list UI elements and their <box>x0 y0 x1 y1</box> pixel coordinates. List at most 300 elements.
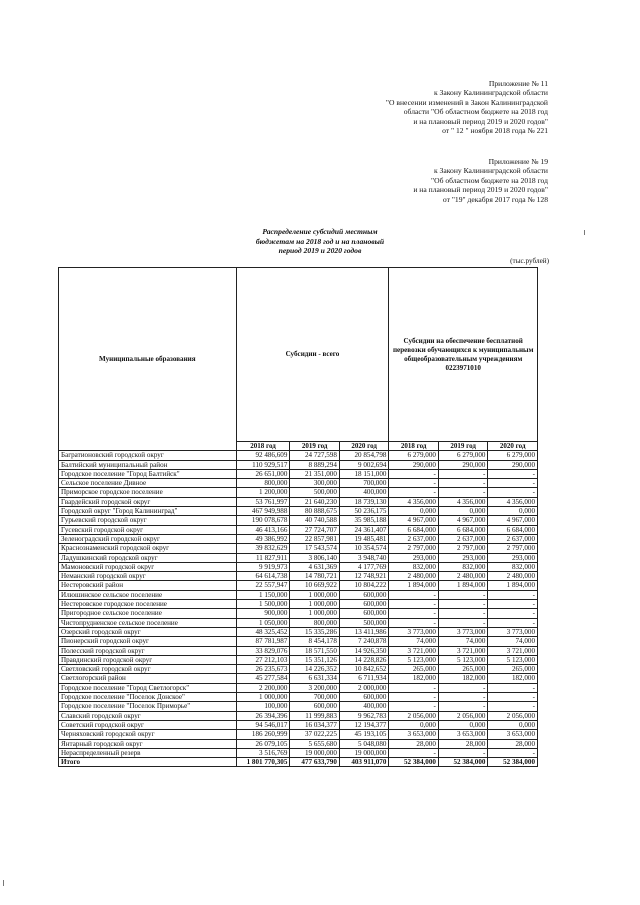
municipality-name: Багратионовский городской округ <box>59 451 237 460</box>
municipality-name: Гурьевский городской округ <box>59 516 237 525</box>
table-row <box>59 730 538 739</box>
amount-cell: 21 640,230 <box>290 497 340 506</box>
amount-cell: 2 056,000 <box>488 711 538 720</box>
amount-cell: 4 967,000 <box>389 516 439 525</box>
amount-cell: 700,000 <box>339 479 389 488</box>
table-row <box>59 590 538 599</box>
amount-cell: 19 485,481 <box>339 534 389 543</box>
appendix-19-line: и на плановый период 2019 и 2020 годов" <box>413 185 548 195</box>
amount-cell: 293,000 <box>488 553 538 562</box>
amount-cell: 28,000 <box>488 739 538 748</box>
table-row <box>59 683 538 692</box>
amount-cell: 40 740,588 <box>290 516 340 525</box>
amount-cell: 1 000,000 <box>290 609 340 618</box>
municipality-name: Янтарный городской округ <box>59 739 237 748</box>
amount-cell: 290,000 <box>488 460 538 469</box>
amount-cell: - <box>488 600 538 609</box>
table-row <box>59 562 538 571</box>
amount-cell: 19 000,000 <box>339 748 389 757</box>
amount-cell: 3 948,740 <box>339 553 389 562</box>
amount-cell: - <box>389 590 439 599</box>
municipality-name: Светловский городской округ <box>59 665 237 674</box>
amount-cell: 64 614,738 <box>236 572 290 581</box>
amount-cell: - <box>438 609 488 618</box>
appendix-11-line: Приложение № 11 <box>488 79 548 88</box>
table-row <box>59 572 538 581</box>
table-row <box>59 534 538 543</box>
amount-cell: 15 351,126 <box>290 655 340 664</box>
table-row <box>59 711 538 720</box>
amount-cell: 4 356,000 <box>488 497 538 506</box>
amount-cell: 1 150,000 <box>236 590 290 599</box>
amount-cell: 0,000 <box>438 720 488 729</box>
amount-cell: 6 279,000 <box>389 451 439 460</box>
amount-cell: 18 151,000 <box>339 469 389 478</box>
table-row <box>59 665 538 674</box>
amount-cell: 3 516,769 <box>236 748 290 757</box>
municipality-name: Нестеровский район <box>59 581 237 590</box>
amount-cell: 0,000 <box>488 720 538 729</box>
amount-cell: 14 226,352 <box>290 665 340 674</box>
amount-cell: - <box>488 609 538 618</box>
amount-cell: 74,000 <box>488 637 538 646</box>
amount-cell: 52 384,000 <box>438 758 488 767</box>
appendix-19-line: к Закону Калининградской области <box>433 166 548 176</box>
amount-cell: 3 653,000 <box>389 730 439 739</box>
amount-cell: 11 999,883 <box>290 711 340 720</box>
amount-cell: 3 721,000 <box>438 646 488 655</box>
amount-cell: 3 773,000 <box>488 627 538 636</box>
amount-cell: 0,000 <box>389 507 439 516</box>
amount-cell: - <box>389 748 439 757</box>
amount-cell: 3 653,000 <box>438 730 488 739</box>
amount-cell: 600,000 <box>339 693 389 702</box>
amount-cell: 3 806,140 <box>290 553 340 562</box>
municipality-name: Советский городской округ <box>59 720 237 729</box>
amount-cell: 9 962,783 <box>339 711 389 720</box>
amount-cell: 52 384,000 <box>488 758 538 767</box>
table-row <box>59 544 538 553</box>
municipality-name: Озерский городской округ <box>59 627 237 636</box>
amount-cell: 80 888,675 <box>290 507 340 516</box>
amount-cell: 5 123,000 <box>389 655 439 664</box>
total-row <box>59 758 538 767</box>
year-header: 2019 год <box>438 442 488 451</box>
municipality-name: Балтийский муниципальный район <box>59 460 237 469</box>
title-line: Распределение субсидий местным <box>262 227 378 236</box>
municipality-name: Пионерский городской округ <box>59 637 237 646</box>
amount-cell: 2 000,000 <box>339 683 389 692</box>
amount-cell: 46 413,166 <box>236 525 290 534</box>
amount-cell: 900,000 <box>236 609 290 618</box>
amount-cell: 5 655,680 <box>290 739 340 748</box>
amount-cell: - <box>389 693 439 702</box>
title-line: период 2019 и 2020 годов <box>278 246 362 256</box>
amount-cell: 21 351,000 <box>290 469 340 478</box>
municipality-name: Правдинский городской округ <box>59 655 237 664</box>
amount-cell: 182,000 <box>488 674 538 683</box>
amount-cell: 13 411,986 <box>339 627 389 636</box>
appendix-11-block <box>386 79 548 135</box>
amount-cell: 265,000 <box>438 665 488 674</box>
amount-cell: 3 200,000 <box>290 683 340 692</box>
amount-cell: 265,000 <box>389 665 439 674</box>
appendix-11-line: и на плановый период 2019 и 2020 годов" <box>413 116 548 126</box>
amount-cell: 6 684,000 <box>488 525 538 534</box>
amount-cell: - <box>438 590 488 599</box>
municipality-name: Итого <box>59 758 237 767</box>
year-header: 2020 год <box>339 442 389 451</box>
header-transport-subsidies: Субсидии на обеспечение бесплатной перевозки обучающихся к муниципальным общеобразовательным учреждениям 0223971010 <box>389 268 538 442</box>
table-row <box>59 600 538 609</box>
amount-cell: - <box>438 693 488 702</box>
amount-cell: 5 048,080 <box>339 739 389 748</box>
header-municipal: Муниципальные образования <box>59 268 237 451</box>
amount-cell: 10 842,652 <box>339 665 389 674</box>
amount-cell: 8 889,294 <box>290 460 340 469</box>
amount-cell: 2 480,000 <box>438 572 488 581</box>
table-row <box>59 469 538 478</box>
amount-cell: 0,000 <box>389 720 439 729</box>
municipality-name: Ладушкинский городской округ <box>59 553 237 562</box>
amount-cell: 3 721,000 <box>389 646 439 655</box>
municipality-name: Краснознаменский городской округ <box>59 544 237 553</box>
table-row <box>59 525 538 534</box>
amount-cell: 20 854,798 <box>339 451 389 460</box>
amount-cell: - <box>389 683 439 692</box>
amount-cell: - <box>438 479 488 488</box>
amount-cell: - <box>389 702 439 711</box>
amount-cell: - <box>438 618 488 627</box>
amount-cell: 832,000 <box>389 562 439 571</box>
table-row <box>59 553 538 562</box>
amount-cell: 18 571,550 <box>290 646 340 655</box>
amount-cell: 87 781,987 <box>236 637 290 646</box>
amount-cell: 15 335,286 <box>290 627 340 636</box>
year-header: 2018 год <box>236 442 290 451</box>
amount-cell: 35 985,188 <box>339 516 389 525</box>
amount-cell: 74,000 <box>389 637 439 646</box>
scan-artifact <box>584 230 585 235</box>
year-header: 2019 год <box>290 442 340 451</box>
amount-cell: 26 079,105 <box>236 739 290 748</box>
amount-cell: 265,000 <box>488 665 538 674</box>
amount-cell: 9 002,694 <box>339 460 389 469</box>
amount-cell: 92 486,609 <box>236 451 290 460</box>
amount-cell: 1 801 770,305 <box>236 758 290 767</box>
table-row <box>59 609 538 618</box>
table-row <box>59 674 538 683</box>
table-row <box>59 637 538 646</box>
municipality-name: Сельское поселение Дивное <box>59 479 237 488</box>
amount-cell: - <box>488 693 538 702</box>
amount-cell: - <box>488 479 538 488</box>
amount-cell: 2 797,000 <box>488 544 538 553</box>
amount-cell: 45 193,105 <box>339 730 389 739</box>
header-total-subsidies: Субсидии - всего <box>236 268 389 442</box>
municipality-name: Городское поселение "Город Светлогорск" <box>59 683 237 692</box>
amount-cell: 700,000 <box>290 693 340 702</box>
municipality-name: Городское поселение "Поселок Донское" <box>59 693 237 702</box>
amount-cell: 28,000 <box>438 739 488 748</box>
amount-cell: 14 926,350 <box>339 646 389 655</box>
amount-cell: 0,000 <box>438 507 488 516</box>
amount-cell: 10 669,922 <box>290 581 340 590</box>
municipality-name: Черняховский городской округ <box>59 730 237 739</box>
appendix-19-line: Приложение № 19 <box>488 157 548 166</box>
amount-cell: 3 773,000 <box>389 627 439 636</box>
amount-cell: 3 773,000 <box>438 627 488 636</box>
amount-cell: 22 557,947 <box>236 581 290 590</box>
amount-cell: 49 386,992 <box>236 534 290 543</box>
amount-cell: - <box>389 609 439 618</box>
amount-cell: 300,000 <box>290 479 340 488</box>
amount-cell: 14 228,826 <box>339 655 389 664</box>
amount-cell: 26 651,000 <box>236 469 290 478</box>
amount-cell: 600,000 <box>339 609 389 618</box>
amount-cell: 50 236,175 <box>339 507 389 516</box>
municipality-name: Светлогорский район <box>59 674 237 683</box>
amount-cell: 8 454,178 <box>290 637 340 646</box>
amount-cell: 37 022,225 <box>290 730 340 739</box>
amount-cell: 400,000 <box>339 488 389 497</box>
amount-cell: 6 711,934 <box>339 674 389 683</box>
amount-cell: - <box>488 590 538 599</box>
amount-cell: 4 967,000 <box>488 516 538 525</box>
table-row <box>59 655 538 664</box>
amount-cell: 4 967,000 <box>438 516 488 525</box>
table-row <box>59 460 538 469</box>
table-row <box>59 627 538 636</box>
municipality-name: Нераспределенный резерв <box>59 748 237 757</box>
table-row <box>59 497 538 506</box>
municipality-name: Зеленоградский городской округ <box>59 534 237 543</box>
table-row <box>59 479 538 488</box>
amount-cell: 2 797,000 <box>438 544 488 553</box>
amount-cell: 5 123,000 <box>438 655 488 664</box>
amount-cell: 53 761,997 <box>236 497 290 506</box>
units-label: (тыс.рублей) <box>510 257 549 265</box>
amount-cell: 33 829,076 <box>236 646 290 655</box>
amount-cell: 1 894,000 <box>488 581 538 590</box>
amount-cell: 1 000,000 <box>290 590 340 599</box>
amount-cell: 600,000 <box>339 590 389 599</box>
amount-cell: - <box>389 618 439 627</box>
municipality-name: Городской округ "Город Калининград" <box>59 507 237 516</box>
amount-cell: 290,000 <box>438 460 488 469</box>
amount-cell: 186 260,999 <box>236 730 290 739</box>
amount-cell: 28,000 <box>389 739 439 748</box>
amount-cell: 2 480,000 <box>488 572 538 581</box>
amount-cell: - <box>389 469 439 478</box>
appendix-11-line: от " 12 " ноября 2018 года № 221 <box>442 126 548 136</box>
amount-cell: 2 200,000 <box>236 683 290 692</box>
amount-cell: 500,000 <box>290 488 340 497</box>
amount-cell: 18 739,130 <box>339 497 389 506</box>
municipality-name: Нестеровское городское поселение <box>59 600 237 609</box>
amount-cell: - <box>438 683 488 692</box>
amount-cell: 10 354,574 <box>339 544 389 553</box>
amount-cell: - <box>488 469 538 478</box>
amount-cell: - <box>438 600 488 609</box>
amount-cell: 3 721,000 <box>488 646 538 655</box>
amount-cell: 832,000 <box>438 562 488 571</box>
amount-cell: 4 356,000 <box>389 497 439 506</box>
municipality-name: Городское поселение "Город Балтийск" <box>59 469 237 478</box>
amount-cell: 400,000 <box>339 702 389 711</box>
amount-cell: 1 000,000 <box>236 693 290 702</box>
amount-cell: 2 480,000 <box>389 572 439 581</box>
municipality-name: Неманский городской округ <box>59 572 237 581</box>
amount-cell: 477 633,790 <box>290 758 340 767</box>
appendix-11-line: области "Об областном бюджете на 2018 год <box>403 107 548 117</box>
table-row <box>59 618 538 627</box>
amount-cell: 1 050,000 <box>236 618 290 627</box>
amount-cell: - <box>389 488 439 497</box>
amount-cell: 403 911,070 <box>339 758 389 767</box>
amount-cell: 1 000,000 <box>290 600 340 609</box>
table-row <box>59 451 538 460</box>
table-row <box>59 739 538 748</box>
amount-cell: 2 056,000 <box>438 711 488 720</box>
amount-cell: 600,000 <box>339 600 389 609</box>
amount-cell: 16 034,377 <box>290 720 340 729</box>
municipality-name: Приморское городское поселение <box>59 488 237 497</box>
amount-cell: 6 684,000 <box>438 525 488 534</box>
amount-cell: 832,000 <box>488 562 538 571</box>
amount-cell: 190 078,678 <box>236 516 290 525</box>
municipality-name: Чистопрудненское сельское поселение <box>59 618 237 627</box>
amount-cell: 12 748,921 <box>339 572 389 581</box>
amount-cell: 12 194,377 <box>339 720 389 729</box>
amount-cell: - <box>389 600 439 609</box>
amount-cell: 4 631,369 <box>290 562 340 571</box>
amount-cell: 4 356,000 <box>438 497 488 506</box>
municipality-name: Городское поселение "Поселок Приморье" <box>59 702 237 711</box>
year-header: 2018 год <box>389 442 439 451</box>
table-row <box>59 646 538 655</box>
amount-cell: 600,000 <box>290 702 340 711</box>
amount-cell: 100,000 <box>236 702 290 711</box>
amount-cell: 6 684,000 <box>389 525 439 534</box>
amount-cell: 500,000 <box>339 618 389 627</box>
amount-cell: 19 000,000 <box>290 748 340 757</box>
subsidies-table <box>58 267 538 767</box>
municipality-name: Гусевский городской округ <box>59 525 237 534</box>
amount-cell: 24 361,407 <box>339 525 389 534</box>
amount-cell: - <box>488 683 538 692</box>
municipality-name: Славский городской округ <box>59 711 237 720</box>
amount-cell: 467 949,988 <box>236 507 290 516</box>
amount-cell: 6 279,000 <box>488 451 538 460</box>
amount-cell: 2 797,000 <box>389 544 439 553</box>
table-row <box>59 488 538 497</box>
amount-cell: 290,000 <box>389 460 439 469</box>
amount-cell: 22 857,981 <box>290 534 340 543</box>
amount-cell: 2 056,000 <box>389 711 439 720</box>
table-row <box>59 581 538 590</box>
amount-cell: 10 804,222 <box>339 581 389 590</box>
table-body <box>59 451 538 767</box>
amount-cell: - <box>438 488 488 497</box>
amount-cell: 110 929,517 <box>236 460 290 469</box>
appendix-19-block <box>413 157 548 204</box>
amount-cell: 182,000 <box>438 674 488 683</box>
amount-cell: 26 235,673 <box>236 665 290 674</box>
title-line: бюджетам на 2018 год и на плановый <box>255 236 385 246</box>
amount-cell: - <box>488 702 538 711</box>
municipality-name: Пригородное сельское поселение <box>59 609 237 618</box>
amount-cell: 1 200,000 <box>236 488 290 497</box>
amount-cell: 6 279,000 <box>438 451 488 460</box>
amount-cell: 800,000 <box>290 618 340 627</box>
table-row <box>59 516 538 525</box>
amount-cell: - <box>488 748 538 757</box>
amount-cell: 26 394,396 <box>236 711 290 720</box>
amount-cell: 2 637,000 <box>438 534 488 543</box>
municipality-name: Полесский городской округ <box>59 646 237 655</box>
document-title <box>220 227 420 256</box>
amount-cell: - <box>389 479 439 488</box>
amount-cell: 11 827,911 <box>236 553 290 562</box>
amount-cell: 6 631,334 <box>290 674 340 683</box>
amount-cell: 293,000 <box>389 553 439 562</box>
amount-cell: - <box>488 488 538 497</box>
amount-cell: 24 727,598 <box>290 451 340 460</box>
amount-cell: 9 919,973 <box>236 562 290 571</box>
amount-cell: 39 832,629 <box>236 544 290 553</box>
amount-cell: - <box>488 618 538 627</box>
scan-artifact <box>3 880 4 886</box>
appendix-11-line: "О внесении изменений в Закон Калининградской <box>385 97 548 107</box>
table-row <box>59 507 538 516</box>
amount-cell: - <box>438 702 488 711</box>
amount-cell: 2 637,000 <box>488 534 538 543</box>
municipality-name: Мамоновский городской округ <box>59 562 237 571</box>
amount-cell: 1 894,000 <box>389 581 439 590</box>
amount-cell: 14 780,721 <box>290 572 340 581</box>
table-row <box>59 748 538 757</box>
amount-cell: 48 325,452 <box>236 627 290 636</box>
municipality-name: Илюшинское сельское поселение <box>59 590 237 599</box>
amount-cell: 27 724,707 <box>290 525 340 534</box>
appendix-19-line: "Об областном бюджете на 2018 год <box>431 175 548 185</box>
appendix-19-line: от "19" декабря 2017 года № 128 <box>442 194 548 204</box>
amount-cell: - <box>438 469 488 478</box>
amount-cell: 52 384,000 <box>389 758 439 767</box>
amount-cell: 94 546,017 <box>236 720 290 729</box>
amount-cell: 7 240,878 <box>339 637 389 646</box>
amount-cell: 45 277,584 <box>236 674 290 683</box>
municipality-name: Гвардейский городской округ <box>59 497 237 506</box>
amount-cell: 800,000 <box>236 479 290 488</box>
amount-cell: 0,000 <box>488 507 538 516</box>
amount-cell: 293,000 <box>438 553 488 562</box>
table-row <box>59 720 538 729</box>
amount-cell: 74,000 <box>438 637 488 646</box>
year-header: 2020 год <box>488 442 538 451</box>
amount-cell: 2 637,000 <box>389 534 439 543</box>
amount-cell: 5 123,000 <box>488 655 538 664</box>
amount-cell: 27 212,103 <box>236 655 290 664</box>
amount-cell: 1 500,000 <box>236 600 290 609</box>
amount-cell: 182,000 <box>389 674 439 683</box>
amount-cell: 4 177,769 <box>339 562 389 571</box>
appendix-11-line: к Закону Калининградской области <box>433 88 548 98</box>
table-row <box>59 702 538 711</box>
table-row <box>59 693 538 702</box>
amount-cell: 17 543,574 <box>290 544 340 553</box>
